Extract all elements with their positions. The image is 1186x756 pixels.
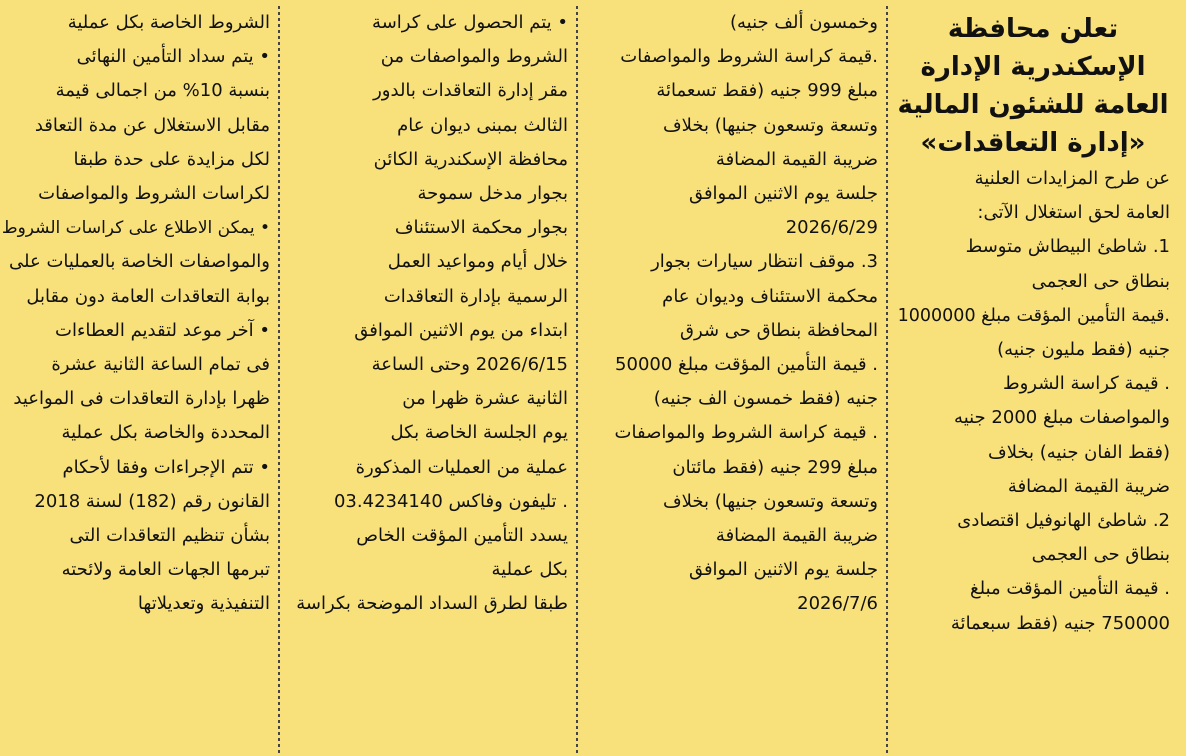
text-line: ابتداء من يوم الاثنين الموافق (354, 319, 568, 341)
ad-title-line: تعلن محافظة (947, 14, 1119, 44)
column-divider (886, 6, 888, 756)
column-divider (576, 6, 578, 756)
text-line: بنطاق حى العجمى (1031, 544, 1170, 566)
column-4 (0, 6, 278, 756)
text-line: الرسمية بإدارة التعاقدات (383, 285, 568, 307)
text-line: وتسعة وتسعون جنيها) بخلاف (662, 490, 878, 512)
text-line: (فقط الفان جنيه) بخلاف (988, 441, 1170, 463)
text-line: . تليفون وفاكس 03.4234140 (333, 490, 568, 512)
text-line: 2026/6/29 (785, 217, 878, 239)
column-2-text (586, 6, 878, 622)
text-line: 3. موقف انتظار سيارات بجوار (651, 251, 878, 273)
text-line: لكل مزايدة على حدة طبقا (73, 148, 270, 170)
text-line: 2. شاطئ الهانوفيل اقتصادى (957, 510, 1170, 532)
text-line: جلسة يوم الاثنين الموافق (688, 183, 878, 205)
text-line: ضريبة القيمة المضافة (1007, 475, 1170, 497)
text-line: فى تمام الساعة الثانية عشرة (51, 354, 270, 376)
text-line: عن طرح المزايدات العلنية (974, 168, 1170, 189)
text-line: تبرمها الجهات العامة ولائحته (61, 559, 270, 581)
text-line: المحددة والخاصة بكل عملية (61, 422, 270, 444)
text-line: .قيمة التأمين المؤقت مبلغ 1000000 (897, 305, 1170, 326)
text-line: • يتم الحصول على كراسة (372, 12, 568, 33)
text-line: مقر إدارة التعاقدات بالدور (373, 80, 568, 102)
text-line: • يتم سداد التأمين النهائى (76, 46, 270, 68)
text-line: بنسبة 10% من اجمالى قيمة (55, 80, 270, 102)
text-line: • آخر موعد لتقديم العطاءات (55, 319, 270, 341)
text-line: محكمة الاستئناف وديوان عام (662, 285, 878, 307)
text-line: بوابة التعاقدات العامة دون مقابل (26, 285, 270, 307)
column-1 (888, 6, 1178, 756)
text-line: جنيه (فقط خمسون الف جنيه) (653, 388, 878, 410)
text-line: . قيمة التأمين المؤقت مبلغ 50000 (615, 354, 878, 376)
text-line: جنيه (فقط مليون جنيه) (997, 339, 1170, 361)
text-line: الشروط والمواصفات من (380, 46, 568, 68)
column-3-text (288, 6, 568, 622)
text-line: ضريبة القيمة المضافة (715, 148, 878, 170)
text-line: القانون رقم (182) لسنة 2018 (34, 490, 270, 512)
text-line: • يمكن الاطلاع على كراسات الشروط (1, 218, 270, 239)
column-2 (578, 6, 886, 756)
text-line: خلال أيام ومواعيد العمل (387, 251, 568, 273)
text-line: يسدد التأمين المؤقت الخاص (356, 525, 568, 547)
text-line: 2026/7/6 (797, 593, 878, 615)
text-line: يوم الجلسة الخاصة بكل (390, 422, 568, 444)
text-line: 1. شاطئ البيطاش متوسط (965, 236, 1170, 258)
text-line: بنطاق حى العجمى (1031, 270, 1170, 292)
text-line: بكل عملية (491, 559, 568, 581)
text-line: . قيمة التأمين المؤقت مبلغ (970, 578, 1170, 600)
text-line: المحافظة بنطاق حى شرق (680, 319, 878, 341)
text-line: .قيمة كراسة الشروط والمواصفات (620, 46, 878, 68)
column-3 (280, 6, 576, 756)
text-line: وخمسون ألف جنيه) (729, 12, 878, 33)
text-line: بشأن تنظيم التعاقدات التى (69, 525, 270, 547)
text-line: مبلغ 299 جنيه (فقط مائتان (672, 456, 878, 478)
text-line: الثالث بمبنى ديوان عام (397, 114, 568, 136)
text-line: • تتم الإجراءات وفقا لأحكام (62, 456, 270, 478)
column-1-text (896, 162, 1170, 641)
column-divider (278, 6, 280, 756)
text-line: التنفيذية وتعديلاتها (137, 593, 270, 615)
text-line: . قيمة كراسة الشروط والمواصفات (614, 422, 878, 444)
text-line: الشروط الخاصة بكل عملية (67, 12, 270, 33)
text-line: لكراسات الشروط والمواصفات (38, 183, 270, 205)
text-line: الثانية عشرة ظهرا من (402, 388, 568, 410)
text-line: طبقا لطرق السداد الموضحة بكراسة (296, 593, 568, 615)
text-line: العامة لحق استغلال الآتى: (977, 202, 1170, 224)
text-line: بجوار محكمة الاستئناف (394, 217, 568, 239)
text-line: وتسعة وتسعون جنيها) بخلاف (662, 114, 878, 136)
text-line: والمواصفات الخاصة بالعمليات على (9, 251, 270, 273)
text-line: والمواصفات مبلغ 2000 جنيه (954, 407, 1170, 429)
text-line: بجوار مدخل سموحة (417, 183, 568, 205)
text-line: . قيمة كراسة الشروط (1002, 373, 1170, 395)
text-line: 750000 جنيه (فقط سبعمائة (950, 612, 1170, 634)
column-4-text (0, 6, 270, 622)
ad-title-line: الإسكندرية الإدارة (920, 52, 1146, 82)
ad-title-line: العامة للشئون المالية (897, 90, 1169, 120)
text-line: عملية من العمليات المذكورة (355, 456, 568, 478)
text-line: ضريبة القيمة المضافة (715, 525, 878, 547)
text-line: ظهرا بإدارة التعاقدات فى المواعيد (13, 388, 270, 410)
text-line: محافظة الإسكندرية الكائن (373, 148, 568, 170)
text-line: 2026/6/15 وحتى الساعة (371, 354, 568, 376)
text-line: مبلغ 999 جنيه (فقط تسعمائة (656, 80, 878, 102)
ad-title-line: «إدارة التعاقدات» (920, 128, 1146, 158)
text-line: جلسة يوم الاثنين الموافق (688, 559, 878, 581)
text-line: مقابل الاستغلال عن مدة التعاقد (34, 114, 270, 136)
